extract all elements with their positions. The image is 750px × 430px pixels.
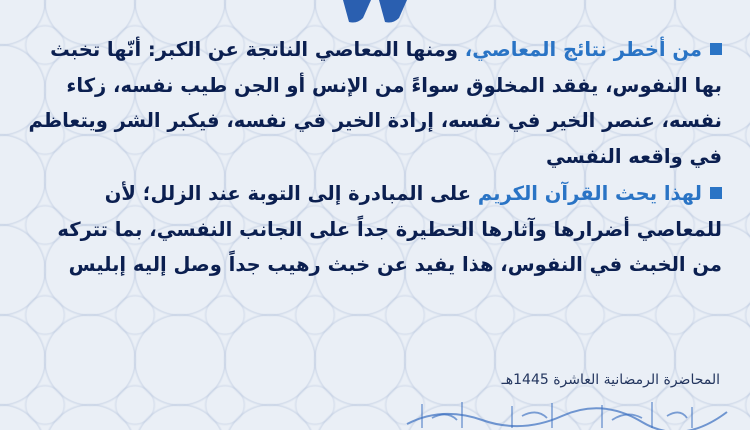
paragraph-1-text: ومنها المعاصي الناتجة عن الكبر: أنّها تخبث بها النفوس، يفقد المخلوق سواءً من الإنس أو الجن طيب نفسه، زكاء نفسه، عنصر الخير في نفسه، إرادة الخير في نفسه، فيكبر الشر ويتعاظم في واقعه النفسي (28, 38, 722, 168)
paragraph-1-highlight: من أخطر نتائج المعاصي، (464, 38, 702, 61)
paragraph-1 (28, 32, 722, 174)
lecture-source: المحاضرة الرمضانية العاشرة 1445هـ (501, 372, 720, 388)
paragraph-2-text: على المبادرة إلى التوبة عند الزلل؛ لأن للمعاصي أضرارها وآثارها الخطيرة جداً على الجانب النفسي، بما تتركه من الخبث في النفوس، هذا يفيد عن خبث رهيب جداً وصل إليه إبليس (57, 182, 722, 276)
main-content (28, 32, 722, 285)
paragraph-2-highlight: لهذا يحث القرآن الكريم (477, 182, 702, 205)
bullet-square-icon (710, 43, 722, 55)
paragraph-2 (28, 176, 722, 283)
quote-mark-icon (333, 0, 417, 24)
calligraphy-signature (402, 398, 732, 430)
bullet-square-icon (710, 187, 722, 199)
